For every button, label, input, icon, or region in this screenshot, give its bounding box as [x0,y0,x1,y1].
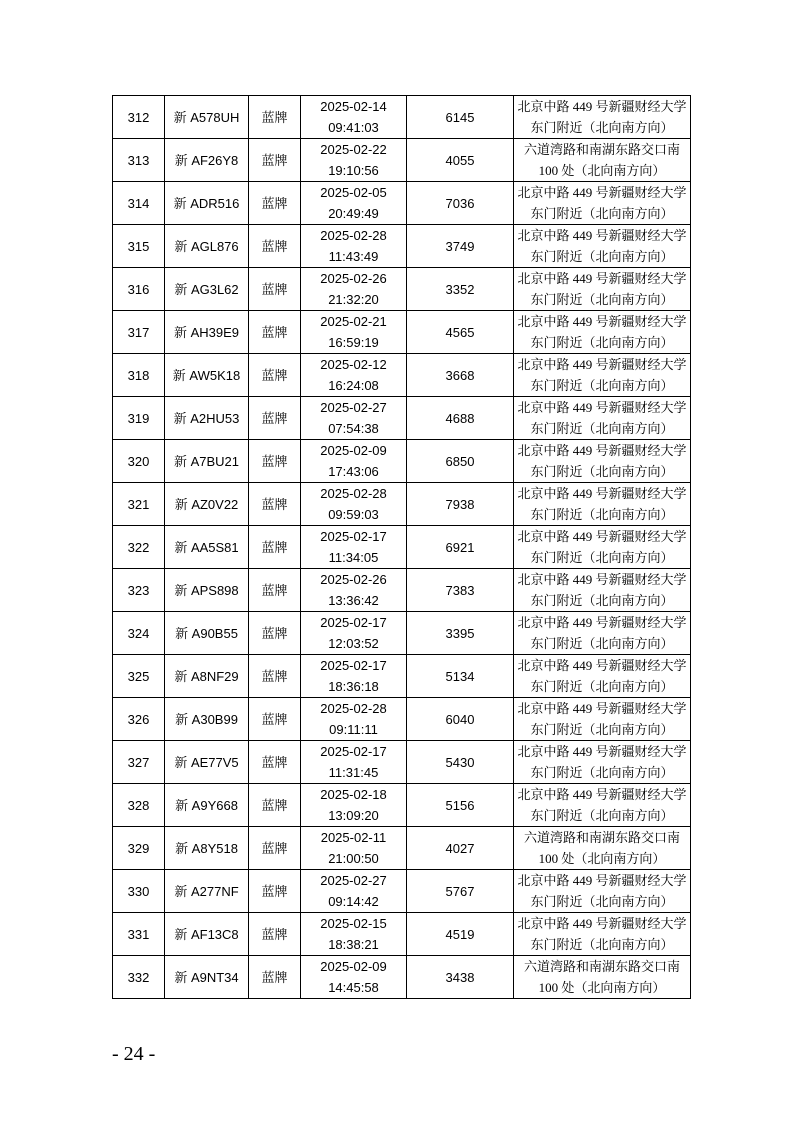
datetime-cell-line-1: 2025-02-26 [320,572,387,587]
location-cell-line-1: 北京中路 449 号新疆财经大学 [517,357,687,372]
datetime-cell-line-1: 2025-02-09 [320,443,387,458]
amount-cell: 7938 [407,483,514,526]
datetime-cell-line-1: 2025-02-05 [320,185,387,200]
row-number-cell: 316 [113,268,165,311]
amount-cell: 5156 [407,784,514,827]
datetime-cell-line-2: 19:10:56 [328,163,379,178]
location-cell [514,440,691,483]
location-cell-line-1: 北京中路 449 号新疆财经大学 [517,572,687,587]
datetime-cell-line-2: 21:00:50 [328,851,379,866]
datetime-cell [301,741,407,784]
datetime-cell-line-2: 14:45:58 [328,980,379,995]
row-number-cell: 331 [113,913,165,956]
datetime-cell [301,440,407,483]
plate-type-cell: 蓝牌 [249,268,301,311]
location-cell-line-1: 北京中路 449 号新疆财经大学 [517,529,687,544]
datetime-cell [301,698,407,741]
plate-type-cell: 蓝牌 [249,698,301,741]
plate-type-cell: 蓝牌 [249,956,301,999]
location-cell-line-1: 北京中路 449 号新疆财经大学 [517,873,687,888]
row-number-cell: 329 [113,827,165,870]
datetime-cell-line-2: 11:31:45 [328,765,379,780]
row-number-cell: 313 [113,139,165,182]
datetime-cell-line-2: 09:59:03 [328,507,379,522]
datetime-cell [301,139,407,182]
plate-number-cell: 新 A90B55 [165,612,249,655]
plate-type-cell: 蓝牌 [249,440,301,483]
row-number-cell: 325 [113,655,165,698]
datetime-cell [301,784,407,827]
location-cell-line-1: 北京中路 449 号新疆财经大学 [517,615,687,630]
table-row [113,612,691,655]
datetime-cell-line-1: 2025-02-11 [320,830,387,845]
row-number-cell: 332 [113,956,165,999]
location-cell-line-1: 北京中路 449 号新疆财经大学 [517,787,687,802]
amount-cell: 3438 [407,956,514,999]
amount-cell: 5767 [407,870,514,913]
location-cell [514,956,691,999]
datetime-cell-line-1: 2025-02-28 [320,486,387,501]
plate-type-cell: 蓝牌 [249,483,301,526]
datetime-cell [301,913,407,956]
datetime-cell-line-2: 20:49:49 [328,206,379,221]
datetime-cell [301,483,407,526]
datetime-cell [301,96,407,139]
amount-cell: 5134 [407,655,514,698]
table-row [113,311,691,354]
location-cell-line-2: 东门附近（北向南方向） [530,335,674,350]
plate-number-cell: 新 A9Y668 [165,784,249,827]
location-cell-line-2: 东门附近（北向南方向） [530,206,674,221]
table-row [113,655,691,698]
location-cell-line-1: 北京中路 449 号新疆财经大学 [517,701,687,716]
location-cell-line-1: 北京中路 449 号新疆财经大学 [517,744,687,759]
location-cell-line-1: 北京中路 449 号新疆财经大学 [517,400,687,415]
amount-cell: 6921 [407,526,514,569]
table-row [113,569,691,612]
plate-type-cell: 蓝牌 [249,139,301,182]
row-number-cell: 328 [113,784,165,827]
datetime-cell-line-2: 09:11:11 [329,722,378,737]
location-cell-line-1: 北京中路 449 号新疆财经大学 [517,99,687,114]
location-cell-line-2: 东门附近（北向南方向） [530,765,674,780]
location-cell-line-2: 东门附近（北向南方向） [530,421,674,436]
plate-number-cell: 新 A9NT34 [165,956,249,999]
datetime-cell [301,612,407,655]
datetime-cell [301,827,407,870]
location-cell-line-2: 东门附近（北向南方向） [530,464,674,479]
datetime-cell [301,354,407,397]
plate-number-cell: 新 A7BU21 [165,440,249,483]
datetime-cell-line-1: 2025-02-14 [320,99,387,114]
location-cell [514,139,691,182]
amount-cell: 3352 [407,268,514,311]
location-cell-line-2: 东门附近（北向南方向） [530,550,674,565]
plate-number-cell: 新 AA5S81 [165,526,249,569]
table-row [113,483,691,526]
location-cell-line-1: 北京中路 449 号新疆财经大学 [517,228,687,243]
location-cell-line-1: 六道湾路和南湖东路交口南 [523,142,680,157]
location-cell [514,913,691,956]
location-cell-line-2: 东门附近（北向南方向） [530,636,674,651]
location-cell [514,612,691,655]
plate-number-cell: 新 A8Y518 [165,827,249,870]
table-row [113,526,691,569]
plate-number-cell: 新 AE77V5 [165,741,249,784]
row-number-cell: 318 [113,354,165,397]
amount-cell: 3668 [407,354,514,397]
location-cell-line-2: 东门附近（北向南方向） [530,808,674,823]
records-table [112,95,691,999]
row-number-cell: 315 [113,225,165,268]
plate-type-cell: 蓝牌 [249,784,301,827]
row-number-cell: 324 [113,612,165,655]
location-cell [514,96,691,139]
location-cell [514,655,691,698]
table-row [113,397,691,440]
location-cell [514,225,691,268]
datetime-cell [301,397,407,440]
row-number-cell: 320 [113,440,165,483]
plate-number-cell: 新 AF13C8 [165,913,249,956]
records-table-body [113,96,691,999]
table-row [113,440,691,483]
location-cell-line-2: 东门附近（北向南方向） [530,249,674,264]
datetime-cell-line-2: 16:24:08 [328,378,379,393]
location-cell-line-2: 东门附近（北向南方向） [530,937,674,952]
amount-cell: 3395 [407,612,514,655]
table-row [113,698,691,741]
datetime-cell-line-1: 2025-02-21 [320,314,387,329]
datetime-cell-line-2: 18:36:18 [328,679,379,694]
plate-type-cell: 蓝牌 [249,913,301,956]
amount-cell: 7036 [407,182,514,225]
row-number-cell: 321 [113,483,165,526]
location-cell-line-1: 北京中路 449 号新疆财经大学 [517,314,687,329]
datetime-cell [301,311,407,354]
datetime-cell-line-1: 2025-02-28 [320,701,387,716]
table-row [113,139,691,182]
table-row [113,741,691,784]
plate-number-cell: 新 AW5K18 [165,354,249,397]
amount-cell: 4027 [407,827,514,870]
datetime-cell-line-2: 13:09:20 [328,808,379,823]
plate-type-cell: 蓝牌 [249,354,301,397]
plate-number-cell: 新 APS898 [165,569,249,612]
datetime-cell-line-2: 18:38:21 [328,937,379,952]
datetime-cell-line-1: 2025-02-28 [320,228,387,243]
datetime-cell [301,268,407,311]
table-row [113,913,691,956]
location-cell [514,870,691,913]
amount-cell: 4688 [407,397,514,440]
location-cell [514,397,691,440]
datetime-cell-line-2: 16:59:19 [328,335,379,350]
datetime-cell-line-2: 09:14:42 [328,894,379,909]
plate-number-cell: 新 A2HU53 [165,397,249,440]
location-cell-line-1: 北京中路 449 号新疆财经大学 [517,185,687,200]
plate-number-cell: 新 AG3L62 [165,268,249,311]
amount-cell: 4519 [407,913,514,956]
location-cell-line-2: 东门附近（北向南方向） [530,894,674,909]
datetime-cell-line-2: 07:54:38 [328,421,379,436]
table-row [113,182,691,225]
amount-cell: 4055 [407,139,514,182]
plate-number-cell: 新 A8NF29 [165,655,249,698]
datetime-cell [301,870,407,913]
plate-type-cell: 蓝牌 [249,827,301,870]
location-cell-line-2: 东门附近（北向南方向） [530,593,674,608]
row-number-cell: 317 [113,311,165,354]
datetime-cell-line-1: 2025-02-15 [320,916,387,931]
amount-cell: 6850 [407,440,514,483]
datetime-cell-line-2: 21:32:20 [328,292,379,307]
row-number-cell: 322 [113,526,165,569]
amount-cell: 6040 [407,698,514,741]
table-row [113,354,691,397]
location-cell [514,569,691,612]
row-number-cell: 323 [113,569,165,612]
location-cell [514,741,691,784]
location-cell-line-1: 北京中路 449 号新疆财经大学 [517,443,687,458]
table-row [113,96,691,139]
table-row [113,827,691,870]
plate-type-cell: 蓝牌 [249,741,301,784]
location-cell [514,698,691,741]
row-number-cell: 330 [113,870,165,913]
plate-number-cell: 新 AF26Y8 [165,139,249,182]
table-row [113,268,691,311]
location-cell [514,526,691,569]
datetime-cell-line-1: 2025-02-26 [320,271,387,286]
datetime-cell [301,526,407,569]
plate-type-cell: 蓝牌 [249,96,301,139]
table-row [113,225,691,268]
location-cell [514,182,691,225]
datetime-cell-line-1: 2025-02-17 [320,658,387,673]
datetime-cell [301,225,407,268]
datetime-cell [301,569,407,612]
plate-type-cell: 蓝牌 [249,612,301,655]
table-row [113,956,691,999]
amount-cell: 3749 [407,225,514,268]
location-cell-line-2: 东门附近（北向南方向） [530,722,674,737]
location-cell-line-1: 北京中路 449 号新疆财经大学 [517,271,687,286]
plate-number-cell: 新 A578UH [165,96,249,139]
plate-type-cell: 蓝牌 [249,526,301,569]
location-cell-line-1: 六道湾路和南湖东路交口南 [523,959,680,974]
plate-number-cell: 新 AGL876 [165,225,249,268]
location-cell-line-1: 北京中路 449 号新疆财经大学 [517,486,687,501]
location-cell-line-2: 100 处（北向南方向） [538,851,666,866]
datetime-cell-line-1: 2025-02-27 [320,873,387,888]
plate-type-cell: 蓝牌 [249,569,301,612]
datetime-cell-line-1: 2025-02-12 [320,357,387,372]
page-number: - 24 - [112,1043,156,1065]
plate-number-cell: 新 AZ0V22 [165,483,249,526]
plate-number-cell: 新 A30B99 [165,698,249,741]
location-cell [514,483,691,526]
datetime-cell [301,655,407,698]
plate-number-cell: 新 ADR516 [165,182,249,225]
datetime-cell-line-1: 2025-02-17 [320,529,387,544]
plate-number-cell: 新 A277NF [165,870,249,913]
location-cell-line-1: 北京中路 449 号新疆财经大学 [517,658,687,673]
datetime-cell-line-2: 17:43:06 [328,464,379,479]
datetime-cell-line-1: 2025-02-18 [320,787,387,802]
location-cell [514,354,691,397]
datetime-cell-line-1: 2025-02-09 [320,959,387,974]
row-number-cell: 314 [113,182,165,225]
row-number-cell: 326 [113,698,165,741]
table-row [113,784,691,827]
plate-number-cell: 新 AH39E9 [165,311,249,354]
location-cell [514,268,691,311]
location-cell-line-2: 东门附近（北向南方向） [530,378,674,393]
datetime-cell-line-1: 2025-02-27 [320,400,387,415]
location-cell-line-2: 东门附近（北向南方向） [530,292,674,307]
plate-type-cell: 蓝牌 [249,870,301,913]
datetime-cell-line-1: 2025-02-22 [320,142,387,157]
location-cell-line-1: 六道湾路和南湖东路交口南 [523,830,680,845]
location-cell-line-1: 北京中路 449 号新疆财经大学 [517,916,687,931]
amount-cell: 5430 [407,741,514,784]
datetime-cell [301,182,407,225]
datetime-cell-line-2: 13:36:42 [328,593,379,608]
location-cell-line-2: 东门附近（北向南方向） [530,507,674,522]
amount-cell: 7383 [407,569,514,612]
location-cell-line-2: 100 处（北向南方向） [538,163,666,178]
location-cell-line-2: 东门附近（北向南方向） [530,679,674,694]
datetime-cell-line-2: 12:03:52 [328,636,379,651]
amount-cell: 4565 [407,311,514,354]
location-cell-line-2: 100 处（北向南方向） [538,980,666,995]
datetime-cell-line-1: 2025-02-17 [320,615,387,630]
plate-type-cell: 蓝牌 [249,225,301,268]
table-row [113,870,691,913]
location-cell-line-2: 东门附近（北向南方向） [530,120,674,135]
plate-type-cell: 蓝牌 [249,655,301,698]
datetime-cell [301,956,407,999]
plate-type-cell: 蓝牌 [249,311,301,354]
location-cell [514,784,691,827]
plate-type-cell: 蓝牌 [249,182,301,225]
datetime-cell-line-2: 11:43:49 [328,249,379,264]
row-number-cell: 312 [113,96,165,139]
amount-cell: 6145 [407,96,514,139]
datetime-cell-line-2: 11:34:05 [328,550,379,565]
location-cell [514,827,691,870]
location-cell [514,311,691,354]
plate-type-cell: 蓝牌 [249,397,301,440]
datetime-cell-line-2: 09:41:03 [328,120,379,135]
row-number-cell: 327 [113,741,165,784]
datetime-cell-line-1: 2025-02-17 [320,744,387,759]
row-number-cell: 319 [113,397,165,440]
